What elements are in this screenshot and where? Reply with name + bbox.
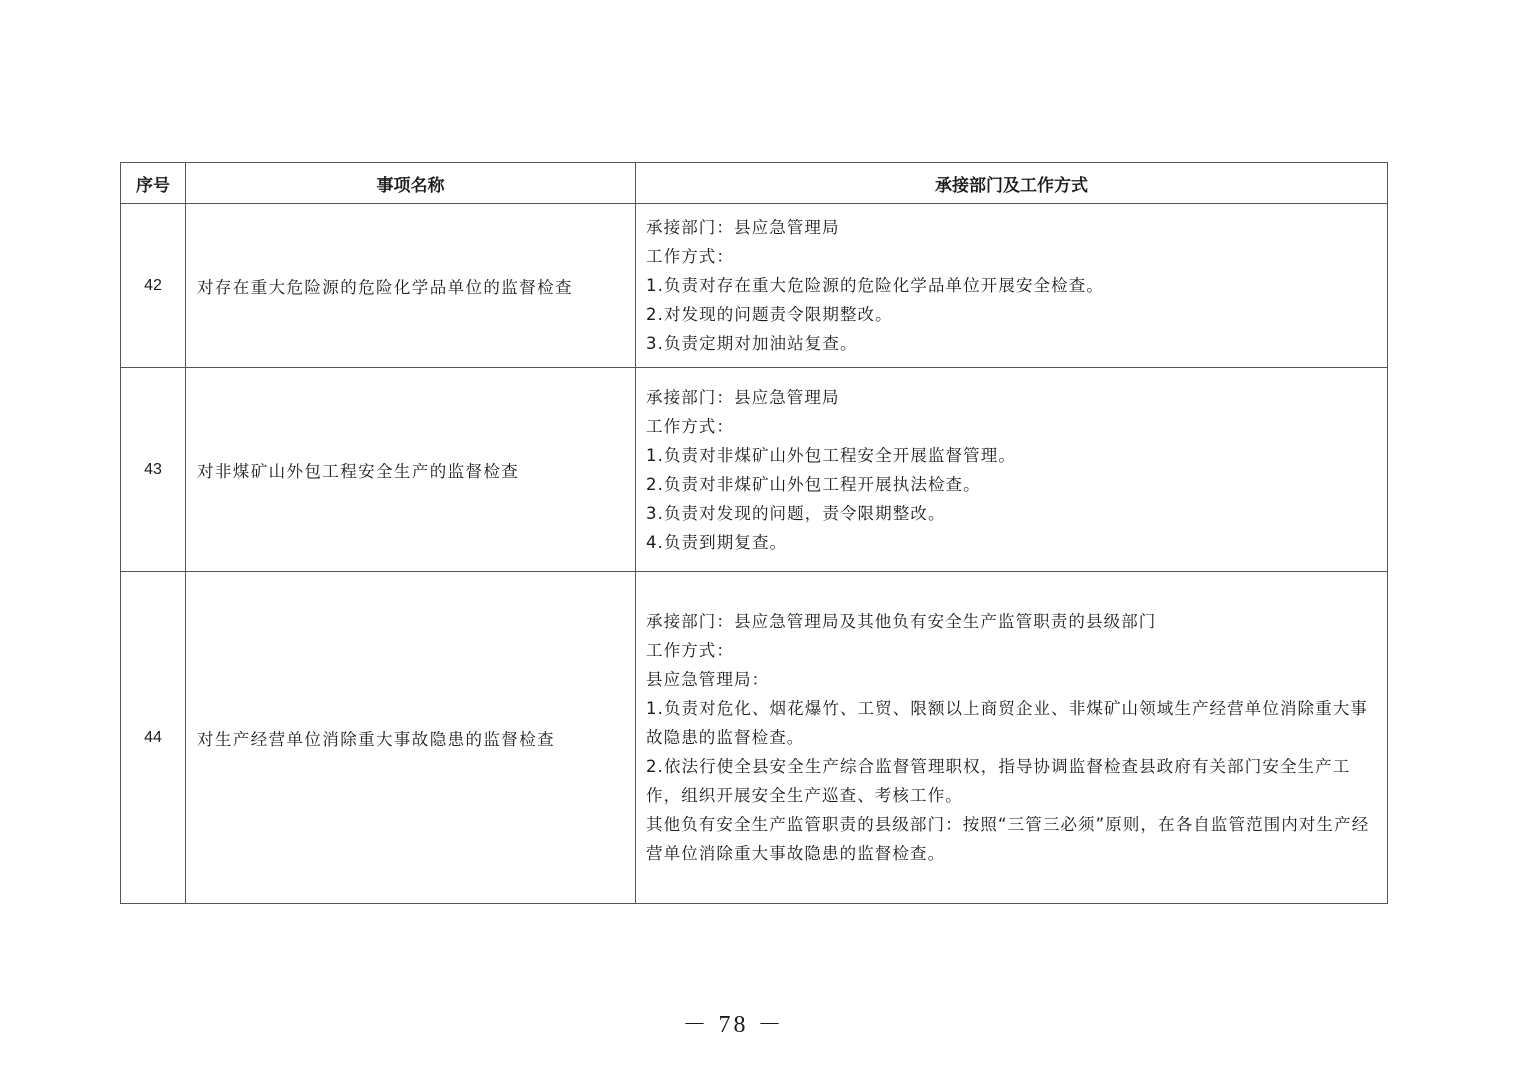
- header-item-name: 事项名称: [186, 163, 636, 204]
- method-item: 1.负责对危化、烟花爆竹、工贸、限额以上商贸企业、非煤矿山领域生产经营单位消除重大事故隐患的监督检查。: [646, 699, 1368, 747]
- method-item: 3.负责对发现的问题，责令限期整改。: [646, 503, 946, 523]
- header-number: 序号: [121, 163, 186, 204]
- method-item: 4.负责到期复查。: [646, 532, 788, 552]
- row-item-name: 对存在重大危险源的危险化学品单位的监督检查: [186, 204, 636, 368]
- row-department-method: [636, 204, 1388, 368]
- method-label: 工作方式：: [646, 641, 734, 660]
- method-label: 工作方式：: [646, 247, 734, 266]
- duty-table: [120, 162, 1388, 904]
- table-row: [121, 572, 1388, 904]
- row-item-name: 对生产经营单位消除重大事故隐患的监督检查: [186, 572, 636, 904]
- row-number: 42: [121, 204, 186, 368]
- row-item-name: 对非煤矿山外包工程安全生产的监督检查: [186, 368, 636, 572]
- method-label: 工作方式：: [646, 416, 734, 436]
- table-header-row: [121, 163, 1388, 204]
- method-item: 1.负责对存在重大危险源的危险化学品单位开展安全检查。: [646, 276, 1104, 295]
- header-department-method: 承接部门及工作方式: [636, 163, 1388, 204]
- row-department-method: [636, 572, 1388, 904]
- method-item: 2.负责对非煤矿山外包工程开展执法检查。: [646, 474, 981, 494]
- page-number: － 78 －: [682, 1012, 785, 1038]
- subsection-label: 县应急管理局：: [646, 670, 770, 689]
- method-item: 3.负责定期对加油站复查。: [646, 334, 858, 353]
- department-line: 承接部门：县应急管理局及其他负有安全生产监管职责的县级部门: [646, 612, 1157, 631]
- method-item: 其他负有安全生产监管职责的县级部门：按照“三管三必须”原则，在各自监管范围内对生产经营单位消除重大事故隐患的监督检查。: [646, 815, 1370, 863]
- department-line: 承接部门：县应急管理局: [646, 218, 840, 237]
- method-item: 2.对发现的问题责令限期整改。: [646, 305, 893, 324]
- row-number: 44: [121, 572, 186, 904]
- row-number: 43: [121, 368, 186, 572]
- table-row: [121, 204, 1388, 368]
- method-item: 2.依法行使全县安全生产综合监督管理职权，指导协调监督检查县政府有关部门安全生产工作，组织开展安全生产巡查、考核工作。: [646, 757, 1351, 805]
- method-item: 1.负责对非煤矿山外包工程安全开展监督管理。: [646, 445, 1016, 465]
- row-department-method: [636, 368, 1388, 572]
- table-row: [121, 368, 1388, 572]
- department-line: 承接部门：县应急管理局: [646, 387, 840, 407]
